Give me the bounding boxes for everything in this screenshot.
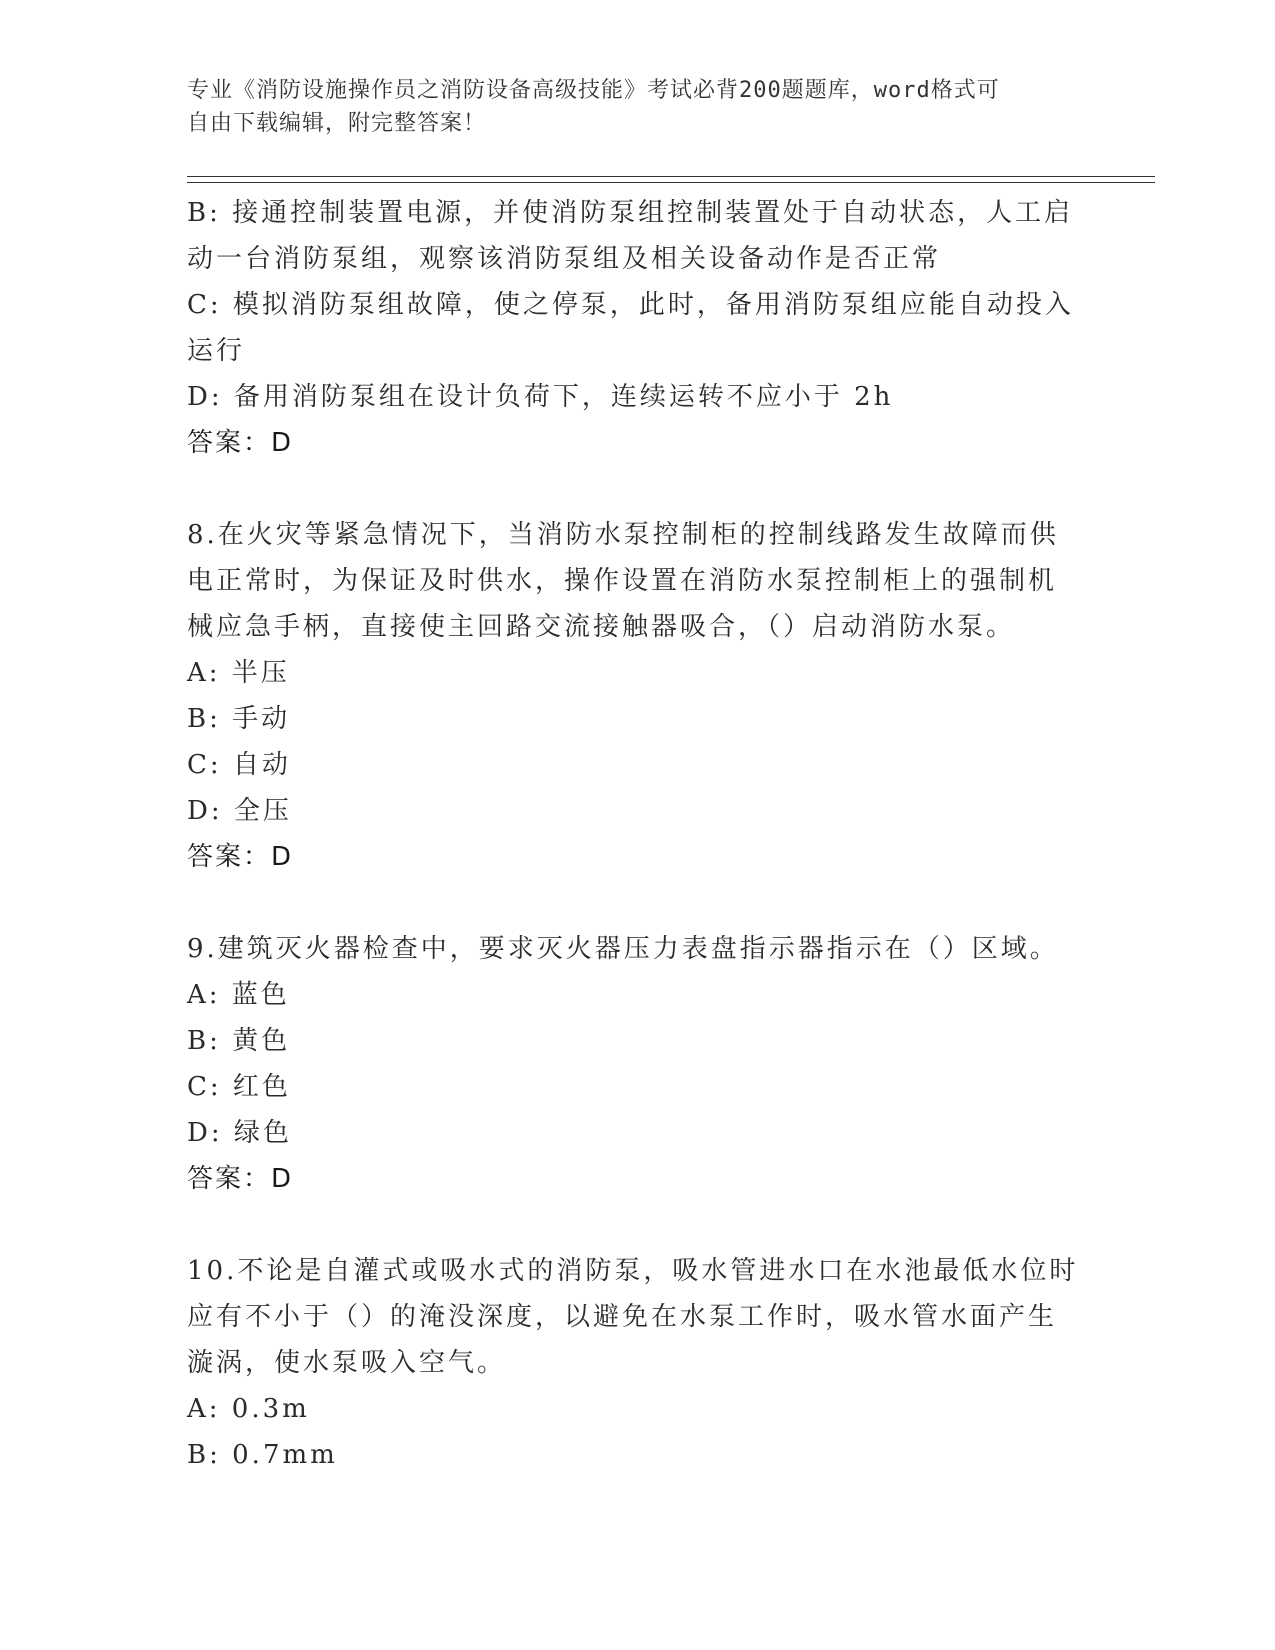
answer: 答案：D bbox=[187, 428, 294, 458]
option-b-line-1: B: 接通控制装置电源，并使消防泵组控制装置处于自动状态，人工启 bbox=[187, 198, 1074, 228]
option-c-line-2: 运行 bbox=[187, 336, 246, 366]
question-text-line-2: 应有不小于（）的淹没深度，以避免在水泵工作时，吸水管水面产生 bbox=[187, 1302, 1058, 1332]
header-rule-top bbox=[187, 176, 1155, 177]
question-9 bbox=[187, 926, 1087, 1202]
answer: 答案：D bbox=[187, 842, 294, 872]
question-text-line-2: 电正常时，为保证及时供水，操作设置在消防水泵控制柜上的强制机 bbox=[187, 566, 1058, 596]
option-a: A: 0.3m bbox=[187, 1394, 310, 1424]
spacer bbox=[187, 1202, 1087, 1248]
option-c: C: 自动 bbox=[187, 750, 291, 780]
option-d: D: 全压 bbox=[187, 796, 292, 826]
question-text-line-3: 械应急手柄，直接使主回路交流接触器吸合，（）启动消防水泵。 bbox=[187, 612, 1016, 642]
header-title-line-1: 专业《消防设施操作员之消防设备高级技能》考试必背200题题库，word格式可 bbox=[187, 78, 1000, 103]
option-c-line-1: C: 模拟消防泵组故障，使之停泵，此时，备用消防泵组应能自动投入 bbox=[187, 290, 1074, 320]
option-d: D: 绿色 bbox=[187, 1118, 292, 1148]
header-title-line-2: 自由下载编辑，附完整答案！ bbox=[187, 111, 487, 136]
option-a: A: 蓝色 bbox=[187, 980, 290, 1010]
question-text-line-1: 9.建筑灭火器检查中，要求灭火器压力表盘指示器指示在（）区域。 bbox=[187, 934, 1059, 964]
document-body bbox=[187, 190, 1087, 1478]
option-d: D: 备用消防泵组在设计负荷下，连续运转不应小于 2h bbox=[187, 382, 894, 412]
question-text-line-1: 8.在火灾等紧急情况下，当消防水泵控制柜的控制线路发生故障而供 bbox=[187, 520, 1059, 550]
option-b-line-2: 动一台消防泵组，观察该消防泵组及相关设备动作是否正常 bbox=[187, 244, 942, 274]
spacer bbox=[187, 880, 1087, 926]
spacer bbox=[187, 466, 1087, 512]
header-rule-bottom bbox=[187, 182, 1155, 183]
answer: 答案：D bbox=[187, 1164, 294, 1194]
option-a: A: 半压 bbox=[187, 658, 290, 688]
document-header bbox=[187, 74, 1067, 140]
question-7-continued bbox=[187, 190, 1087, 466]
question-10 bbox=[187, 1248, 1087, 1478]
option-b: B: 0.7mm bbox=[187, 1440, 338, 1470]
option-b: B: 黄色 bbox=[187, 1026, 291, 1056]
question-8 bbox=[187, 512, 1087, 880]
question-text-line-1: 10.不论是自灌式或吸水式的消防泵，吸水管进水口在水池最低水位时 bbox=[187, 1256, 1079, 1286]
option-b: B: 手动 bbox=[187, 704, 291, 734]
question-text-line-3: 漩涡，使水泵吸入空气。 bbox=[187, 1348, 507, 1378]
option-c: C: 红色 bbox=[187, 1072, 291, 1102]
